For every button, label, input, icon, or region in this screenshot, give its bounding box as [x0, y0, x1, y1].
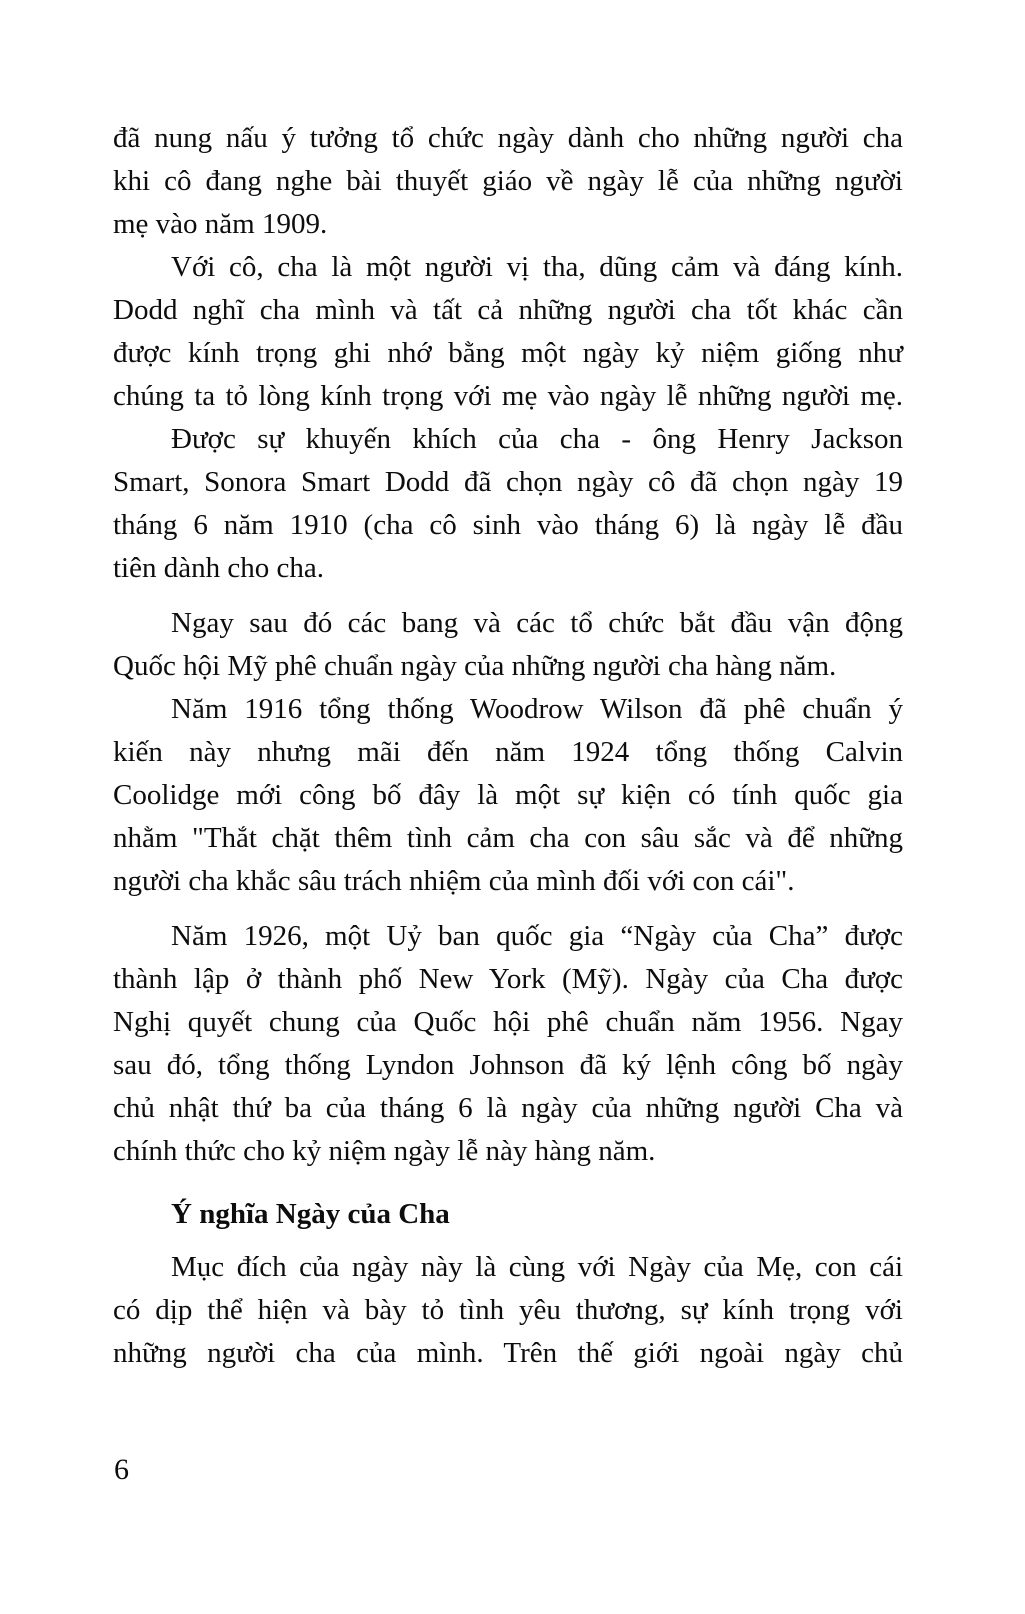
- text-line: Dodd nghĩ cha mình và tất cả những người cha tốt khác cần: [113, 294, 903, 326]
- paragraph: [113, 117, 903, 246]
- paragraph: [113, 688, 903, 903]
- text-line: thành lập ở thành phố New York (Mỹ). Ngày của Cha được: [113, 963, 903, 995]
- text-line: nhằm "Thắt chặt thêm tình cảm cha con sâu sắc và để những: [113, 822, 903, 854]
- text-line: Quốc hội Mỹ phê chuẩn ngày của những người cha hàng năm.: [113, 650, 837, 682]
- text-line: chúng ta tỏ lòng kính trọng với mẹ vào ngày lễ những người mẹ.: [113, 380, 903, 412]
- text-line: Năm 1916 tổng thống Woodrow Wilson đã phê chuẩn ý: [171, 693, 903, 725]
- text-line: Được sự khuyến khích của cha - ông Henry Jackson: [171, 423, 903, 455]
- text-line: có dịp thể hiện và bày tỏ tình yêu thương, sự kính trọng với: [113, 1294, 903, 1326]
- text-line: Mục đích của ngày này là cùng với Ngày của Mẹ, con cái: [171, 1251, 903, 1283]
- text-line: đã nung nấu ý tưởng tổ chức ngày dành cho những người cha: [113, 122, 903, 154]
- text-line: khi cô đang nghe bài thuyết giáo về ngày lễ của những người: [113, 165, 903, 197]
- text-line: chính thức cho kỷ niệm ngày lễ này hàng năm.: [113, 1135, 656, 1167]
- paragraph: [113, 1246, 903, 1375]
- text-line: mẹ vào năm 1909.: [113, 208, 328, 240]
- paragraph: [113, 602, 903, 688]
- text-line: chủ nhật thứ ba của tháng 6 là ngày của những người Cha và: [113, 1092, 903, 1124]
- text-block: [113, 117, 903, 1375]
- text-line: Ngay sau đó các bang và các tổ chức bắt đầu vận động: [171, 607, 903, 639]
- section-heading: Ý nghĩa Ngày của Cha: [171, 1198, 450, 1230]
- text-line: Nghị quyết chung của Quốc hội phê chuẩn năm 1956. Ngay: [113, 1006, 903, 1038]
- text-line: Coolidge mới công bố đây là một sự kiện có tính quốc gia: [113, 779, 903, 811]
- page-number: 6: [114, 1453, 129, 1486]
- text-line: kiến này nhưng mãi đến năm 1924 tổng thống Calvin: [113, 736, 903, 768]
- text-line: được kính trọng ghi nhớ bằng một ngày kỷ niệm giống như: [113, 337, 903, 369]
- text-line: những người cha của mình. Trên thế giới ngoài ngày chủ: [113, 1337, 903, 1369]
- paragraph: [113, 915, 903, 1173]
- text-line: sau đó, tổng thống Lyndon Johnson đã ký lệnh công bố ngày: [113, 1049, 903, 1081]
- text-line: người cha khắc sâu trách nhiệm của mình đối với con cái".: [113, 865, 795, 897]
- text-line: tiên dành cho cha.: [113, 552, 324, 584]
- text-line: Smart, Sonora Smart Dodd đã chọn ngày cô đã chọn ngày 19: [113, 466, 903, 498]
- text-line: Năm 1926, một Uỷ ban quốc gia “Ngày của Cha” được: [171, 920, 903, 952]
- text-line: tháng 6 năm 1910 (cha cô sinh vào tháng 6) là ngày lễ đầu: [113, 509, 903, 541]
- paragraph: [113, 418, 903, 590]
- text-line: Với cô, cha là một người vị tha, dũng cảm và đáng kính.: [171, 251, 903, 283]
- paragraph: [113, 246, 903, 418]
